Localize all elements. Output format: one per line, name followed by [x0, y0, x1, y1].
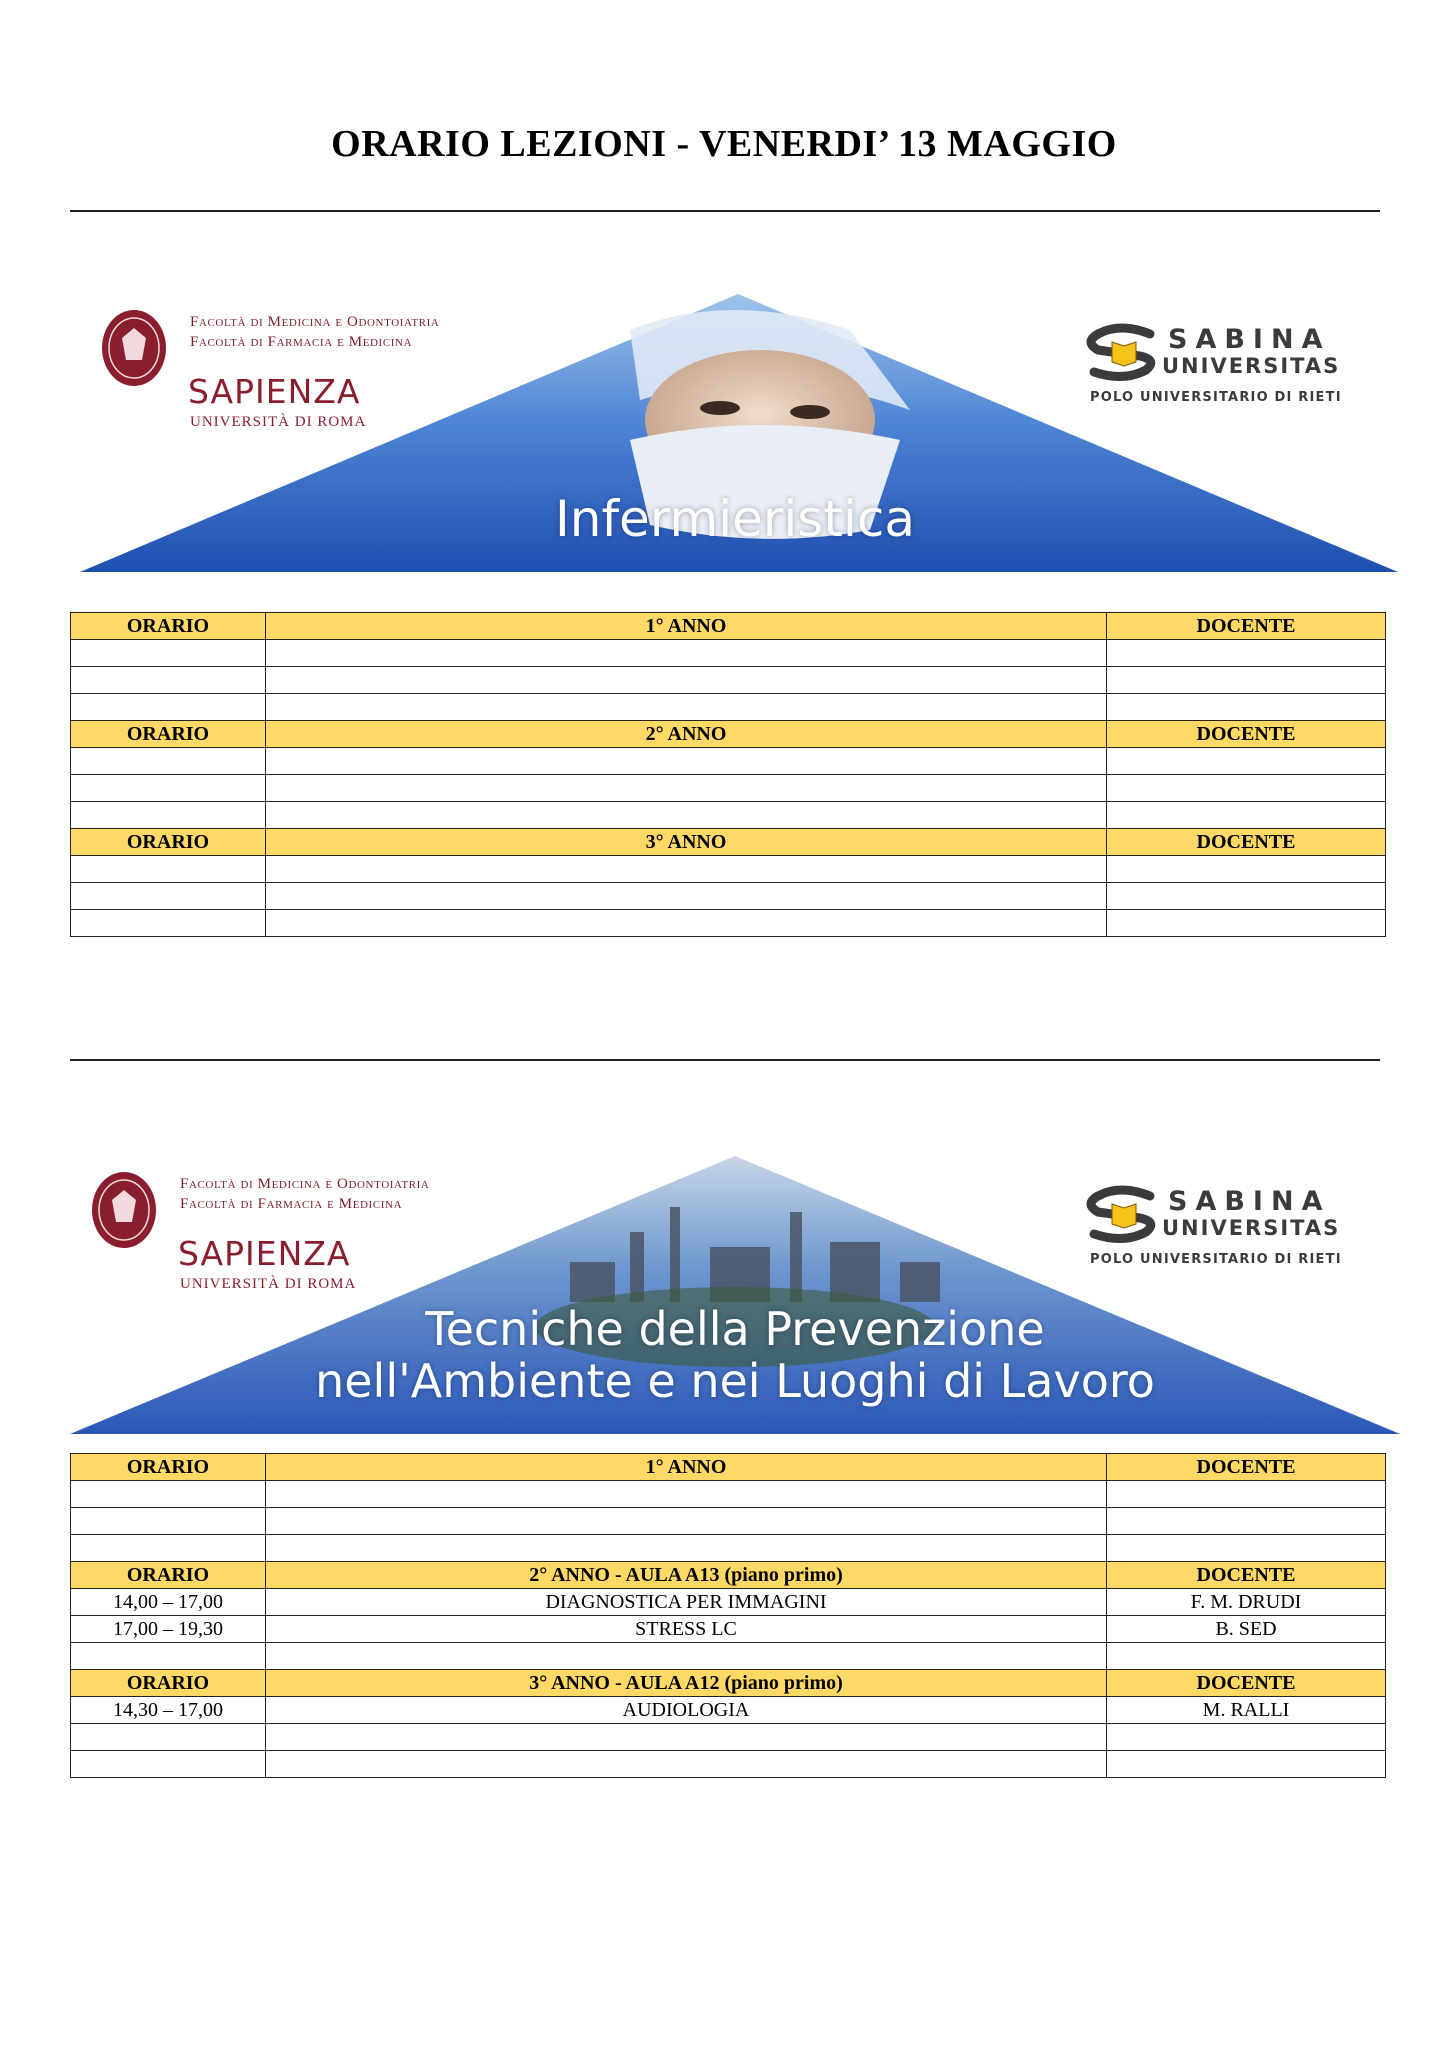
header-cell: 2° ANNO: [266, 721, 1107, 748]
banner-title-line-2: nell'Ambiente e nei Luoghi di Lavoro: [315, 1354, 1155, 1408]
course-cell: AUDIOLOGIA: [266, 1697, 1107, 1724]
header-cell: ORARIO: [71, 1670, 266, 1697]
time-cell: [71, 802, 266, 829]
course-cell: [266, 856, 1107, 883]
banner-tecniche-prevenzione: [70, 1152, 1400, 1437]
top-divider: [70, 210, 1380, 212]
sapienza-logo: [90, 1170, 510, 1320]
table-row: [71, 1508, 1386, 1535]
teacher-cell: [1107, 775, 1386, 802]
sabina-polo: POLO UNIVERSITARIO DI RIETI: [1090, 390, 1342, 405]
teacher-cell: [1107, 1724, 1386, 1751]
time-cell: [71, 1508, 266, 1535]
sapienza-subtitle: UNIVERSITÀ DI ROMA: [190, 414, 367, 430]
course-cell: [266, 1643, 1107, 1670]
table-header-row: [71, 721, 1386, 748]
course-cell: [266, 667, 1107, 694]
table-row: [71, 1751, 1386, 1778]
header-cell: ORARIO: [71, 613, 266, 640]
header-cell: ORARIO: [71, 721, 266, 748]
book-s-icon: [1080, 1182, 1166, 1246]
header-cell: 3° ANNO: [266, 829, 1107, 856]
table-row: [71, 694, 1386, 721]
table-row: [71, 1724, 1386, 1751]
teacher-cell: [1107, 856, 1386, 883]
course-cell: [266, 1481, 1107, 1508]
course-cell: [266, 748, 1107, 775]
time-cell: 14,30 – 17,00: [71, 1697, 266, 1724]
table-row: [71, 748, 1386, 775]
sabina-polo: POLO UNIVERSITARIO DI RIETI: [1090, 1252, 1342, 1267]
header-cell: DOCENTE: [1107, 721, 1386, 748]
time-cell: [71, 640, 266, 667]
table-header-row: [71, 1670, 1386, 1697]
course-cell: STRESS LC: [266, 1616, 1107, 1643]
teacher-cell: [1107, 802, 1386, 829]
sabina-name: SABINA: [1168, 1186, 1331, 1217]
faculty-line-1: Facoltà di Medicina e Odontoiatria: [180, 1176, 430, 1192]
time-cell: [71, 667, 266, 694]
course-cell: [266, 883, 1107, 910]
schedule-table-infermieristica: [70, 612, 1386, 937]
time-cell: [71, 748, 266, 775]
header-cell: DOCENTE: [1107, 613, 1386, 640]
teacher-cell: [1107, 883, 1386, 910]
course-cell: [266, 775, 1107, 802]
teacher-cell: B. SED: [1107, 1616, 1386, 1643]
schedule-table-tecniche-prevenzione: [70, 1453, 1386, 1778]
sabina-logo: [1080, 1182, 1380, 1272]
sapienza-name: SAPIENZA: [178, 1234, 351, 1273]
time-cell: 14,00 – 17,00: [71, 1589, 266, 1616]
course-cell: [266, 1751, 1107, 1778]
sabina-name: SABINA: [1168, 324, 1331, 355]
header-cell: 1° ANNO: [266, 1454, 1107, 1481]
course-cell: [266, 802, 1107, 829]
table-row: [71, 802, 1386, 829]
table-row: [71, 1481, 1386, 1508]
time-cell: [71, 1481, 266, 1508]
banner-infermieristica: [70, 290, 1400, 575]
header-cell: DOCENTE: [1107, 1670, 1386, 1697]
table-row: [71, 1643, 1386, 1670]
header-cell: 3° ANNO - AULA A12 (piano primo): [266, 1670, 1107, 1697]
time-cell: [71, 1643, 266, 1670]
time-cell: [71, 883, 266, 910]
banner-title-line-1: Tecniche della Prevenzione: [425, 1302, 1045, 1356]
book-s-icon: [1080, 320, 1166, 384]
table-header-row: [71, 829, 1386, 856]
header-cell: ORARIO: [71, 829, 266, 856]
header-cell: DOCENTE: [1107, 1562, 1386, 1589]
table-row: [71, 1616, 1386, 1643]
table-row: [71, 1535, 1386, 1562]
table-row: [71, 856, 1386, 883]
teacher-cell: [1107, 1535, 1386, 1562]
sapienza-logo: [100, 308, 520, 458]
time-cell: [71, 1724, 266, 1751]
table-row: [71, 775, 1386, 802]
faculty-line-1: Facoltà di Medicina e Odontoiatria: [190, 314, 440, 330]
course-cell: [266, 640, 1107, 667]
teacher-cell: F. M. DRUDI: [1107, 1589, 1386, 1616]
teacher-cell: [1107, 640, 1386, 667]
header-cell: 2° ANNO - AULA A13 (piano primo): [266, 1562, 1107, 1589]
course-cell: DIAGNOSTICA PER IMMAGINI: [266, 1589, 1107, 1616]
sabina-logo: [1080, 320, 1380, 410]
sapienza-subtitle: UNIVERSITÀ DI ROMA: [180, 1276, 357, 1292]
time-cell: 17,00 – 19,30: [71, 1616, 266, 1643]
course-cell: [266, 694, 1107, 721]
time-cell: [71, 694, 266, 721]
teacher-cell: [1107, 694, 1386, 721]
sapienza-seal-icon: [100, 308, 168, 388]
sapienza-seal-icon: [90, 1170, 158, 1250]
header-cell: ORARIO: [71, 1454, 266, 1481]
page-title: ORARIO LEZIONI - VENERDI’ 13 MAGGIO: [331, 123, 1117, 165]
time-cell: [71, 1751, 266, 1778]
sabina-subtitle: UNIVERSITAS: [1162, 1216, 1341, 1240]
teacher-cell: [1107, 667, 1386, 694]
faculty-line-2: Facoltà di Farmacia e Medicina: [180, 1196, 403, 1212]
teacher-cell: [1107, 910, 1386, 937]
teacher-cell: M. RALLI: [1107, 1697, 1386, 1724]
table-header-row: [71, 613, 1386, 640]
teacher-cell: [1107, 1508, 1386, 1535]
middle-divider: [70, 1059, 1380, 1061]
table-row: [71, 1697, 1386, 1724]
table-header-row: [71, 1562, 1386, 1589]
sabina-subtitle: UNIVERSITAS: [1162, 354, 1341, 378]
header-cell: DOCENTE: [1107, 829, 1386, 856]
table-header-row: [71, 1454, 1386, 1481]
time-cell: [71, 775, 266, 802]
table-row: [71, 640, 1386, 667]
banner-title: Infermieristica: [555, 490, 915, 548]
table-row: [71, 1589, 1386, 1616]
course-cell: [266, 1724, 1107, 1751]
table-row: [71, 667, 1386, 694]
table-row: [71, 910, 1386, 937]
sapienza-name: SAPIENZA: [188, 372, 361, 411]
teacher-cell: [1107, 1643, 1386, 1670]
teacher-cell: [1107, 1481, 1386, 1508]
course-cell: [266, 910, 1107, 937]
teacher-cell: [1107, 1751, 1386, 1778]
course-cell: [266, 1508, 1107, 1535]
header-cell: 1° ANNO: [266, 613, 1107, 640]
header-cell: DOCENTE: [1107, 1454, 1386, 1481]
time-cell: [71, 1535, 266, 1562]
table-row: [71, 883, 1386, 910]
faculty-line-2: Facoltà di Farmacia e Medicina: [190, 334, 413, 350]
header-cell: ORARIO: [71, 1562, 266, 1589]
time-cell: [71, 856, 266, 883]
teacher-cell: [1107, 748, 1386, 775]
time-cell: [71, 910, 266, 937]
course-cell: [266, 1535, 1107, 1562]
